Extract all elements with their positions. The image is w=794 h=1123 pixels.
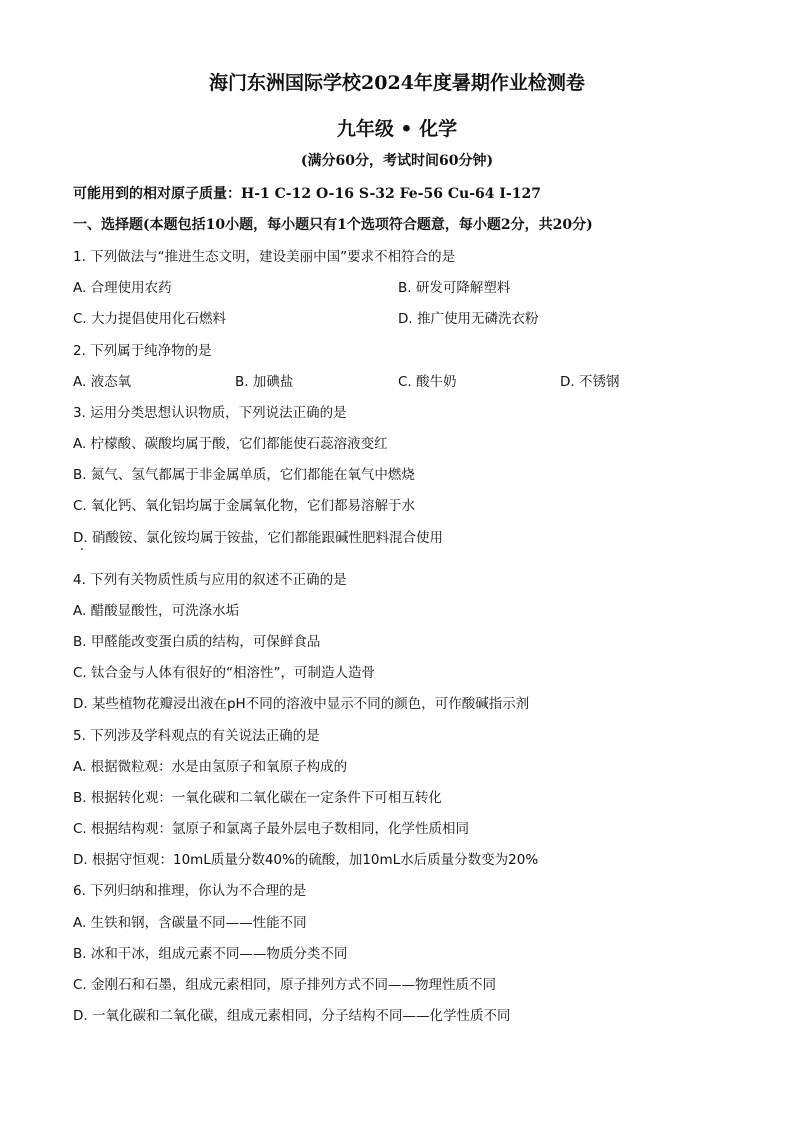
question-2-option-b: B. 加碘盐 [235, 374, 294, 390]
question-6-option-a: A. 生铁和钢，含碳量不同——性能不同 [73, 915, 307, 931]
question-5-option-c: C. 根据结构观：氩原子和氯离子最外层电子数相同，化学性质相同 [73, 821, 470, 837]
question-6-option-c: C. 金刚石和石墨，组成元素相同，原子排列方式不同——物理性质不同 [73, 977, 497, 993]
exam-title: 海门东洲国际学校2024年度暑期作业检测卷 [209, 72, 585, 94]
question-3-option-a: A. 柠檬酸、碳酸均属于酸，它们都能使石蕊溶液变红 [73, 436, 388, 452]
stray-dot [81, 548, 83, 550]
question-6-stem: 6. 下列归纳和推理，你认为不合理的是 [73, 883, 307, 899]
question-4-option-d: D. 某些植物花瓣浸出液在pH不同的溶液中显示不同的颜色，可作酸碱指示剂 [73, 696, 530, 712]
question-2-option-d: D. 不锈钢 [560, 374, 620, 390]
question-1-option-a: A. 合理使用农药 [73, 280, 172, 296]
question-3-option-d: D. 硝酸铵、氯化铵均属于铵盐，它们都能跟碱性肥料混合使用 [73, 530, 443, 546]
exam-info: (满分60分，考试时间60分钟) [300, 153, 494, 169]
question-4-option-c: C. 钛合金与人体有很好的“相溶性”，可制造人造骨 [73, 665, 375, 681]
question-2-option-c: C. 酸牛奶 [398, 374, 457, 390]
question-5-option-b: B. 根据转化观：一氧化碳和二氧化碳在一定条件下可相互转化 [73, 790, 442, 806]
section-heading: 一、选择题(本题包括10小题，每小题只有1个选项符合题意，每小题2分，共20分) [73, 217, 593, 233]
atomic-masses: 可能用到的相对原子质量：H-1 C-12 O-16 S-32 Fe-56 Cu-64 I-127 [73, 186, 541, 202]
question-4-option-b: B. 甲醛能改变蛋白质的结构，可保鲜食品 [73, 634, 321, 650]
question-1-stem: 1. 下列做法与“推进生态文明，建设美丽中国”要求不相符合的是 [73, 249, 456, 265]
question-4-stem: 4. 下列有关物质性质与应用的叙述不正确的是 [73, 572, 347, 588]
question-1-option-d: D. 推广使用无磷洗衣粉 [398, 311, 539, 327]
question-3-stem: 3. 运用分类思想认识物质，下列说法正确的是 [73, 405, 347, 421]
question-5-option-a: A. 根据微粒观：水是由氢原子和氧原子构成的 [73, 759, 348, 775]
question-1-option-c: C. 大力提倡使用化石燃料 [73, 311, 227, 327]
question-6-option-b: B. 冰和干冰，组成元素不同——物质分类不同 [73, 946, 348, 962]
question-1-option-b: B. 研发可降解塑料 [398, 280, 511, 296]
question-6-option-d: D. 一氧化碳和二氧化碳，组成元素相同，分子结构不同——化学性质不同 [73, 1008, 511, 1024]
question-2-option-a: A. 液态氧 [73, 374, 132, 390]
question-5-stem: 5. 下列涉及学科观点的有关说法正确的是 [73, 728, 320, 744]
question-4-option-a: A. 醋酸显酸性，可洗涤水垢 [73, 603, 240, 619]
question-5-option-d: D. 根据守恒观：10mL质量分数40%的硫酸，加10mL水后质量分数变为20% [73, 852, 539, 868]
subject-title: 九年级 • 化学 [336, 118, 458, 140]
question-3-option-c: C. 氧化钙、氧化铝均属于金属氧化物，它们都易溶解于水 [73, 498, 416, 514]
question-3-option-b: B. 氮气、氢气都属于非金属单质，它们都能在氧气中燃烧 [73, 467, 415, 483]
question-2-stem: 2. 下列属于纯净物的是 [73, 343, 212, 359]
